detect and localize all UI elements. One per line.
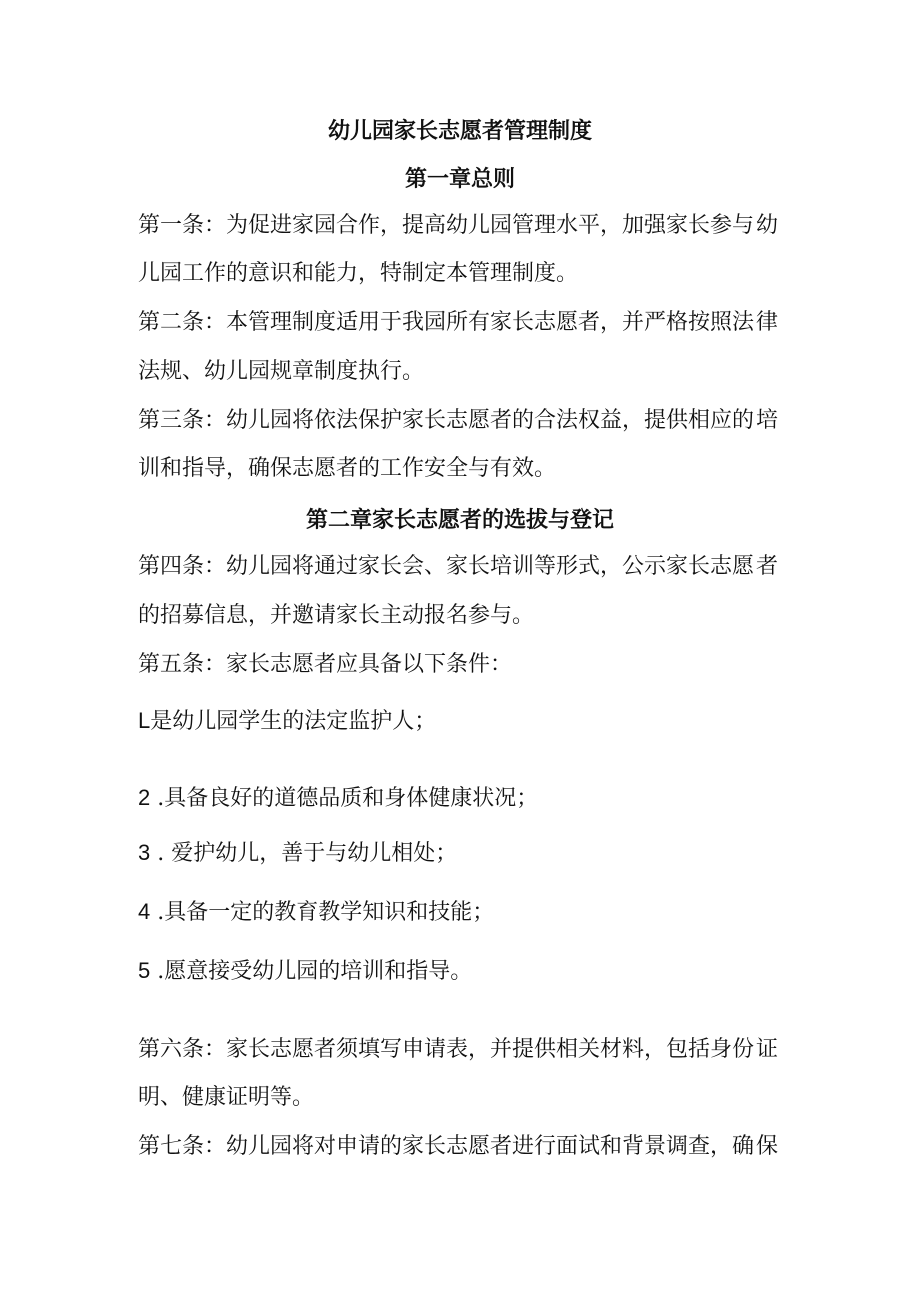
article6-line1-text: 第六条：家长志愿者须填写申请表，并提供相关材料，包括身份	[138, 1037, 755, 1062]
condition-1-text: 是幼儿园学生的法定监护人；	[150, 709, 437, 734]
article1-line1-end: 幼	[755, 213, 778, 238]
article2-line1	[138, 308, 778, 338]
condition-4	[138, 897, 778, 928]
article4-line2: 的招募信息，并邀请家长主动报名参与。	[138, 603, 535, 628]
condition-5-number: 5	[138, 958, 151, 983]
condition-5-text: .愿意接受幼儿园的培训和指导。	[150, 959, 473, 984]
condition-3-number: 3	[138, 840, 151, 865]
article2-line1-text: 第二条：本管理制度适用于我园所有家长志愿者，并严格按照法	[138, 310, 755, 335]
condition-4-number: 4	[138, 899, 151, 924]
condition-2-text: .具备良好的道德品质和身体健康状况；	[150, 786, 539, 811]
article4-line1-text: 第四条：幼儿园将通过家长会、家长培训等形式，公示家长志愿	[138, 554, 755, 579]
chapter2-heading: 第二章家长志愿者的选拔与登记	[305, 507, 614, 533]
condition-1-number: L	[138, 708, 151, 733]
condition-3	[138, 838, 778, 869]
article6-line2: 明、健康证明等。	[138, 1085, 315, 1110]
article1-line1	[138, 211, 778, 241]
article1-line1-text: 第一条：为促进家园合作，提高幼儿园管理水平，加强家长参与	[138, 213, 755, 238]
article2-line2: 法规、幼儿园规章制度执行。	[138, 359, 425, 384]
condition-5	[138, 956, 778, 987]
article3-line1-end: 培	[755, 408, 778, 433]
article3-line1	[138, 406, 778, 436]
article7-line1-text: 第七条：幼儿园将对申请的家长志愿者进行面试和背景调查，确	[138, 1134, 755, 1159]
article3-line1-text: 第三条：幼儿园将依法保护家长志愿者的合法权益，提供相应的	[138, 408, 755, 433]
article1-line2: 儿园工作的意识和能力，特制定本管理制度。	[138, 261, 579, 286]
condition-4-text: .具备一定的教育教学知识和技能；	[150, 900, 495, 925]
article7-line1-end: 保	[755, 1134, 778, 1159]
article3-line2: 训和指导，确保志愿者的工作安全与有效。	[138, 456, 557, 481]
article4-line1-end: 者	[755, 554, 778, 579]
article5: 第五条：家长志愿者应具备以下条件：	[138, 652, 513, 677]
article6-line1-end: 证	[755, 1037, 778, 1062]
chapter1-heading: 第一章总则	[404, 166, 515, 192]
article4-line1	[138, 552, 778, 582]
condition-2	[138, 783, 778, 814]
condition-2-number: 2	[138, 785, 151, 810]
document-title: 幼儿园家长志愿者管理制度	[327, 118, 592, 144]
condition-3-text: . 爱护幼儿，善于与幼儿相处；	[150, 841, 458, 866]
article7-line1	[138, 1132, 778, 1162]
condition-1	[138, 706, 778, 737]
article6-line1	[138, 1035, 778, 1065]
article2-line1-end: 律	[755, 310, 778, 335]
